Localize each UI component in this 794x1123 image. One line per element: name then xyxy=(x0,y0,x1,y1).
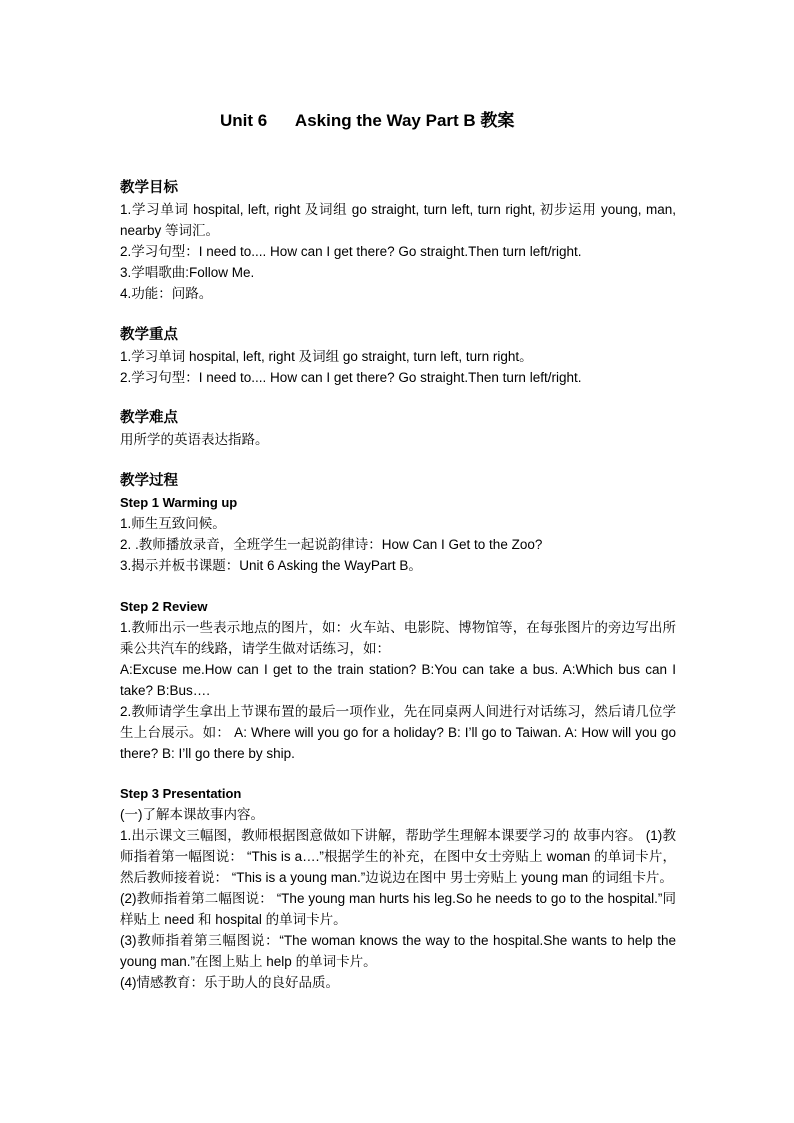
section-keypoints xyxy=(120,325,676,388)
difficulty-line-1: 用所学的英语表达指路。 xyxy=(120,432,269,447)
difficulty-heading: 教学难点 xyxy=(120,410,178,426)
goals-line-4: 4.功能：问路。 xyxy=(120,286,213,301)
section-difficulty xyxy=(120,408,676,450)
step3-line-2: 1.出示课文三幅图，教师根据图意做如下讲解，帮助学生理解本课要学习的 故事内容。 (1)教师指着第一幅图说： “This is a….”根据学生的补充，在图中女士旁贴上 woman 的单词卡片，然后教师接着说： “This is a young man.”边说边在图中 男士旁贴上 young man 的词组卡片。 xyxy=(120,828,676,885)
step3-line-1: (一)了解本课故事内容。 xyxy=(120,807,264,822)
section-step3 xyxy=(120,783,676,993)
keypoints-heading: 教学重点 xyxy=(120,327,178,343)
keypoints-line-2: 2.学习句型：I need to.... How can I get there? Go straight.Then turn left/right. xyxy=(120,370,582,385)
step2-line-2: A:Excuse me.How can I get to the train station? B:You can take a bus. A:Which bus can I take? B:Bus…. xyxy=(120,662,676,698)
step2-line-1: 1.教师出示一些表示地点的图片，如：火车站、电影院、博物馆等，在每张图片的旁边写出所乘公共汽车的线路，请学生做对话练习，如： xyxy=(120,620,676,656)
section-process xyxy=(120,471,676,576)
step3-heading: Step 3 Presentation xyxy=(120,786,242,801)
step2-heading: Step 2 Review xyxy=(120,599,208,614)
step3-line-3: (2)教师指着第二幅图说： “The young man hurts his leg.So he needs to go to the hospital.”同样贴上 need 和 hospital 的单词卡片。 xyxy=(120,891,676,927)
goals-line-3: 3.学唱歌曲:Follow Me. xyxy=(120,265,255,280)
step1-line-3: 3.揭示并板书课题：Unit 6 Asking the WayPart B。 xyxy=(120,558,422,573)
goals-line-1: 1.学习单词 hospital, left, right 及词组 go straight, turn left, turn right, 初步运用 young, man, nearby 等词汇。 xyxy=(120,202,676,238)
step3-line-5: (4)情感教育：乐于助人的良好品质。 xyxy=(120,975,339,990)
process-heading: 教学过程 xyxy=(120,473,178,489)
section-goals xyxy=(120,178,676,304)
section-step2 xyxy=(120,596,676,764)
goals-line-2: 2.学习句型：I need to.... How can I get there? Go straight.Then turn left/right. xyxy=(120,244,582,259)
step1-line-1: 1.师生互致问候。 xyxy=(120,516,226,531)
document-title: Unit 6 Asking the Way Part B 教案 xyxy=(220,111,515,130)
goals-heading: 教学目标 xyxy=(120,180,178,196)
step2-line-3: 2.教师请学生拿出上节课布置的最后一项作业，先在同桌两人间进行对话练习，然后请几位学生上台展示。如： A: Where will you go for a holiday? B: I’ll go to Taiwan. A: How will you go there? B: I’ll go there by ship. xyxy=(120,704,676,761)
step1-line-2: 2. .教师播放录音，全班学生一起说韵律诗：How Can I Get to the Zoo? xyxy=(120,537,543,552)
step3-line-4: (3)教师指着第三幅图说：“The woman knows the way to the hospital.She wants to help the young man.”在图上贴上 help 的单词卡片。 xyxy=(120,933,676,969)
step1-heading: Step 1 Warming up xyxy=(120,495,238,510)
keypoints-line-1: 1.学习单词 hospital, left, right 及词组 go straight, turn left, turn right。 xyxy=(120,349,533,364)
